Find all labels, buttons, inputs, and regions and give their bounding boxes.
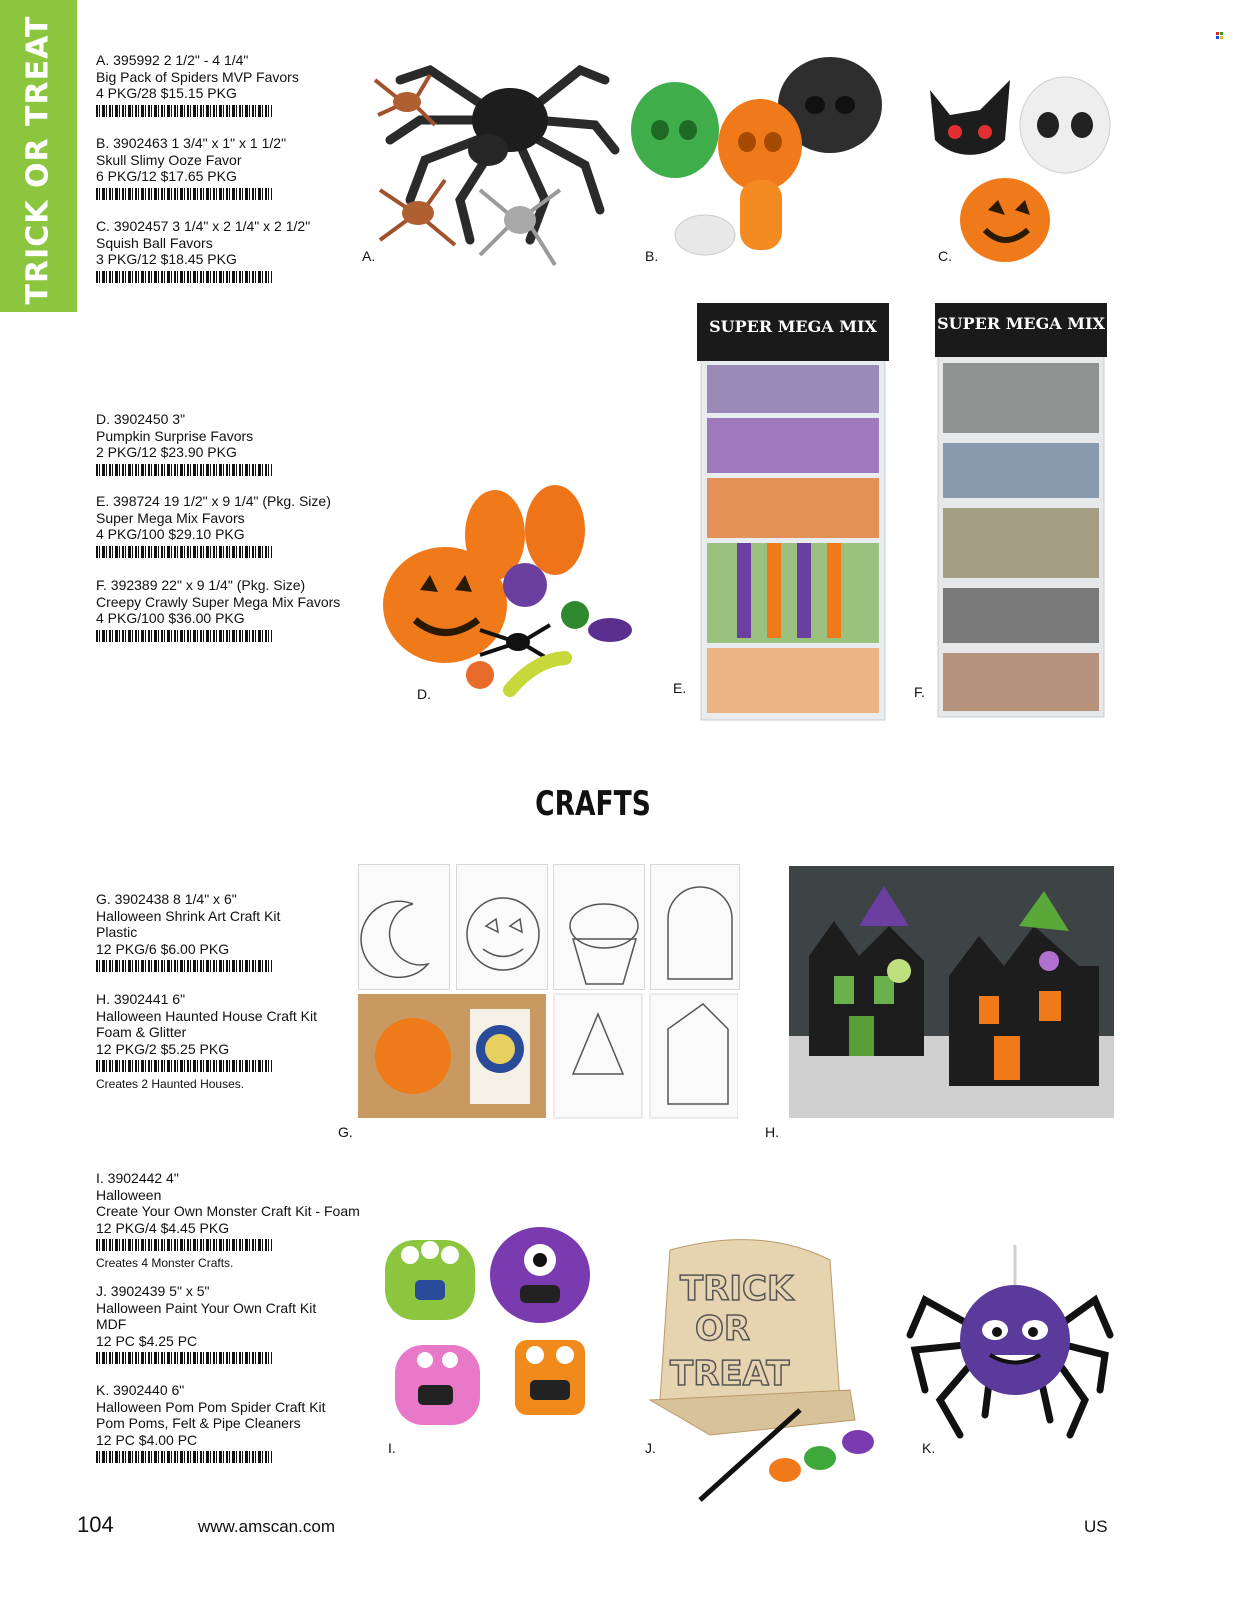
barcode (96, 1060, 272, 1072)
product-code-line: F. 392389 22" x 9 1/4" (Pkg. Size) (96, 577, 306, 593)
product-entry-d (96, 411, 272, 476)
barcode (96, 271, 272, 283)
section-tab (0, 0, 77, 312)
product-price: 12 PC $4.00 PC (96, 1431, 198, 1448)
product-code-line: B. 3902463 1 3/4" x 1" x 1 1/2" (96, 135, 287, 151)
product-price: 4 PKG/100 $36.00 PKG (96, 610, 245, 626)
section-tab-label: TRICK OR TREAT (20, 15, 56, 305)
product-code-line: G. 3902438 8 1/4" x 6" (96, 891, 237, 907)
barcode (96, 1352, 272, 1364)
product-name: Halloween Shrink Art Craft Kit (96, 907, 281, 924)
product-code-line: H. 3902441 6" (96, 991, 186, 1007)
squish-balls-image (920, 70, 1120, 265)
product-name: Pumpkin Surprise Favors (96, 427, 254, 444)
barcode (96, 105, 272, 117)
product-name: Super Mega Mix Favors (96, 509, 245, 526)
image-label-g: G. (338, 1124, 353, 1140)
product-entry-e (96, 493, 331, 558)
barcode (96, 630, 272, 642)
spiders-image (370, 40, 620, 270)
product-price: 6 PKG/12 $17.65 PKG (96, 168, 237, 184)
shrink-art-drawings (358, 864, 738, 1119)
region-code: US (1084, 1517, 1108, 1536)
product-name-cont: Create Your Own Monster Craft Kit - Foam (96, 1203, 360, 1219)
product-entry-j (96, 1283, 316, 1364)
product-name: Halloween Pom Pom Spider Craft Kit (96, 1398, 326, 1415)
website-url: www.amscan.com (198, 1517, 335, 1536)
product-entry-i (96, 1170, 360, 1272)
product-entry-b (96, 135, 286, 200)
image-label-b: B. (645, 248, 659, 264)
barcode (96, 188, 272, 200)
product-entry-k (96, 1382, 326, 1463)
product-entry-h (96, 991, 317, 1093)
creepy-crawly-mix-bag-image (935, 303, 1107, 721)
barcode (96, 1451, 272, 1463)
product-note: Creates 4 Monster Crafts. (96, 1256, 234, 1270)
product-material: Plastic (96, 924, 138, 940)
product-entry-a (96, 52, 299, 117)
barcode (96, 464, 272, 476)
image-label-c: C. (938, 248, 952, 264)
haunted-house-craft-image (789, 866, 1114, 1118)
crafts-section-heading: CRAFTS (535, 784, 651, 824)
product-name: Skull Slimy Ooze Favor (96, 151, 242, 168)
product-price: 4 PKG/100 $29.10 PKG (96, 526, 245, 542)
image-label-j: J. (645, 1440, 656, 1456)
svg-text:TRICK: TRICK (680, 1269, 794, 1309)
product-price: 2 PKG/12 $23.90 PKG (96, 444, 237, 460)
product-price: 4 PKG/28 $15.15 PKG (96, 85, 237, 101)
barcode (96, 546, 272, 558)
product-material: Pom Poms, Felt & Pipe Cleaners (96, 1415, 301, 1431)
page-number: 104 (77, 1512, 114, 1537)
product-material: MDF (96, 1316, 127, 1332)
barcode (96, 960, 272, 972)
product-code-line: C. 3902457 3 1/4" x 2 1/4" x 2 1/2" (96, 218, 311, 234)
product-name: Halloween Paint Your Own Craft Kit (96, 1299, 317, 1316)
product-note: Creates 2 Haunted Houses. (96, 1077, 245, 1091)
product-entry-c (96, 218, 310, 283)
foam-monsters-image (370, 1220, 600, 1430)
product-price: 12 PKG/6 $6.00 PKG (96, 940, 230, 957)
package-title: SUPER MEGA MIX (935, 314, 1107, 333)
product-price: 12 PC $4.25 PC (96, 1332, 198, 1349)
product-code-line: J. 3902439 5" x 5" (96, 1283, 210, 1299)
product-material: Foam & Glitter (96, 1024, 187, 1040)
printer-mark-icon (1216, 32, 1223, 39)
product-entry-f (96, 577, 340, 642)
product-code-line: K. 3902440 6" (96, 1382, 185, 1398)
pumpkin-surprise-image (380, 480, 640, 700)
product-price: 12 PKG/4 $4.45 PKG (96, 1219, 230, 1236)
image-label-d: D. (417, 686, 431, 702)
pom-pom-spider-image (905, 1240, 1115, 1440)
svg-text:OR: OR (695, 1309, 751, 1349)
barcode (96, 1239, 272, 1251)
image-label-h: H. (765, 1124, 779, 1140)
image-label-k: K. (922, 1440, 936, 1456)
product-code-line: D. 3902450 3" (96, 411, 186, 427)
image-label-i: I. (388, 1440, 396, 1456)
product-entry-g (96, 891, 280, 972)
image-label-a: A. (362, 248, 376, 264)
paint-kit-image (640, 1230, 890, 1505)
product-code-line: A. 395992 2 1/2" - 4 1/4" (96, 52, 249, 68)
product-name: Big Pack of Spiders MVP Favors (96, 68, 299, 85)
package-title: SUPER MEGA MIX (697, 317, 889, 336)
slime-skulls-image (630, 50, 890, 265)
svg-text:TREAT: TREAT (670, 1354, 790, 1394)
image-label-e: E. (673, 680, 687, 696)
image-label-f: F. (914, 684, 925, 700)
product-price: 12 PKG/2 $5.25 PKG (96, 1040, 230, 1057)
product-price: 3 PKG/12 $18.45 PKG (96, 251, 237, 267)
product-code-line: I. 3902442 4" (96, 1170, 179, 1186)
product-name: Halloween (96, 1186, 162, 1203)
product-name: Squish Ball Favors (96, 234, 213, 251)
product-name: Halloween Haunted House Craft Kit (96, 1007, 318, 1024)
product-name: Creepy Crawly Super Mega Mix Favors (96, 593, 341, 610)
super-mega-mix-bag-image (697, 303, 889, 723)
product-code-line: E. 398724 19 1/2" x 9 1/4" (Pkg. Size) (96, 493, 331, 509)
